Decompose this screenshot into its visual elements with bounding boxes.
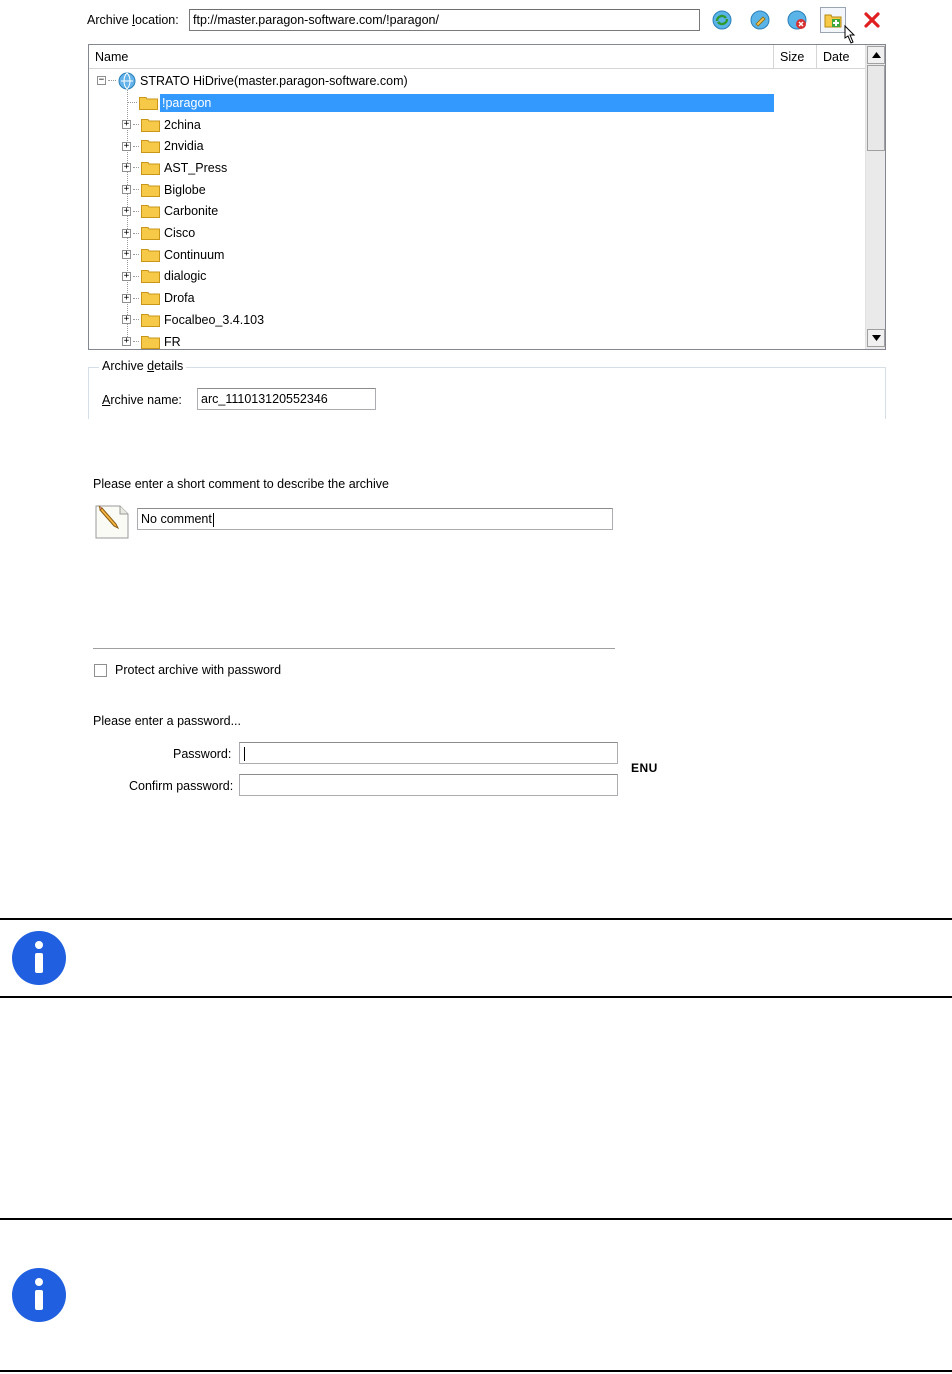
tree-dots <box>108 80 116 81</box>
scroll-down-button[interactable] <box>867 329 885 347</box>
tree-item-label: Cisco <box>164 226 196 240</box>
tree-root-label: STRATO HiDrive(master.paragon-software.com) <box>140 73 408 88</box>
folder-icon <box>141 183 160 197</box>
archive-name-input[interactable]: arc_111013120552346 <box>197 388 376 410</box>
info-icon <box>11 930 67 986</box>
disconnect-icon <box>786 9 808 31</box>
tree-dots <box>133 189 139 190</box>
edit-button[interactable] <box>747 7 773 33</box>
expand-icon[interactable]: + <box>123 119 130 129</box>
archive-location-input[interactable]: ftp://master.paragon-software.com/!paragon/ <box>189 9 700 31</box>
folder-tree[interactable] <box>88 44 886 350</box>
tree-item[interactable] <box>122 244 226 265</box>
password-input[interactable] <box>239 742 618 764</box>
folder-icon <box>141 248 160 262</box>
comment-input[interactable] <box>137 508 613 530</box>
info-icon <box>11 1267 67 1323</box>
column-header-date[interactable]: Date <box>823 50 850 64</box>
folder-icon <box>141 118 160 132</box>
archive-location-label: Archive location: <box>87 13 179 27</box>
refresh-button[interactable] <box>709 7 735 33</box>
text-caret <box>244 747 245 761</box>
note-top-rule-2 <box>0 1218 952 1220</box>
arrow-down-icon <box>872 335 881 341</box>
tree-dots <box>133 233 139 234</box>
tree-item-label: Drofa <box>164 291 195 306</box>
expand-icon[interactable]: + <box>123 270 130 281</box>
arrow-up-icon <box>872 52 881 58</box>
comment-input-value: No comment <box>141 512 212 526</box>
archive-details-title: Archive details <box>99 358 186 374</box>
folder-icon <box>141 204 160 218</box>
folder-icon <box>141 313 160 327</box>
expand-icon[interactable]: + <box>123 249 130 260</box>
comment-prompt: Please enter a short comment to describe the archive <box>93 477 389 491</box>
tree-item[interactable] <box>122 266 208 287</box>
tree-item[interactable] <box>122 114 203 135</box>
tree-item[interactable] <box>122 157 229 178</box>
tree-item-selected[interactable] <box>127 92 774 113</box>
delete-x-icon <box>862 10 882 30</box>
tree-root-node[interactable] <box>97 70 410 91</box>
expand-icon[interactable]: + <box>123 314 130 325</box>
tree-item-label: AST_Press <box>164 160 228 175</box>
folder-icon <box>141 335 160 349</box>
folder-icon <box>141 291 160 305</box>
column-header-size[interactable]: Size <box>774 45 817 68</box>
tree-vertical-scrollbar[interactable] <box>865 45 885 349</box>
tree-item-label: 2nvidia <box>164 139 204 154</box>
tree-item[interactable] <box>122 201 220 222</box>
keyboard-layout-indicator: ENU <box>631 761 658 775</box>
protect-password-label[interactable]: Protect archive with password <box>115 663 282 677</box>
tree-item[interactable] <box>122 309 266 330</box>
tree-item-label: Carbonite <box>164 204 219 219</box>
tree-dots <box>133 276 139 277</box>
tree-dots <box>133 298 139 299</box>
refresh-icon <box>711 9 733 31</box>
folder-icon <box>141 161 160 175</box>
expand-icon[interactable]: + <box>123 184 130 195</box>
tree-header <box>89 45 866 69</box>
expand-icon[interactable]: + <box>123 162 130 173</box>
delete-button[interactable] <box>859 7 885 33</box>
password-label: Password: <box>173 747 232 761</box>
expand-icon[interactable]: + <box>123 205 130 216</box>
tree-dots <box>133 211 139 212</box>
tree-item-label: Focalbeo_3.4.103 <box>164 312 265 327</box>
note-top-rule <box>0 918 952 920</box>
disconnect-button[interactable] <box>784 7 810 33</box>
network-drive-icon <box>118 72 136 90</box>
tree-dots <box>133 341 139 342</box>
expand-icon[interactable]: + <box>123 140 130 151</box>
tree-dots <box>133 124 139 125</box>
folder-icon <box>141 226 160 240</box>
notepad-pencil-icon <box>92 500 132 540</box>
column-header-name[interactable]: Name <box>89 45 774 68</box>
note-bottom-rule-2 <box>0 1370 952 1372</box>
password-prompt: Please enter a password... <box>93 714 241 728</box>
edit-icon <box>749 9 771 31</box>
tree-dots <box>127 102 137 103</box>
tree-item-label: Biglobe <box>164 182 206 197</box>
tree-dots <box>133 319 139 320</box>
tree-item[interactable] <box>122 179 208 200</box>
folder-icon <box>141 269 160 283</box>
separator-line <box>93 648 615 649</box>
expand-icon[interactable]: + <box>123 336 130 346</box>
tree-dots <box>133 146 139 147</box>
tree-dots <box>133 167 139 168</box>
protect-password-checkbox[interactable] <box>94 664 107 677</box>
tree-dots <box>133 254 139 255</box>
expand-icon[interactable]: + <box>123 227 130 238</box>
tree-item-label: dialogic <box>164 269 207 284</box>
tree-item-label: Continuum <box>164 247 225 262</box>
tree-item-label: !paragon <box>160 94 774 112</box>
archive-name-label: Archive name: <box>102 393 182 407</box>
scroll-up-button[interactable] <box>867 46 885 64</box>
tree-item[interactable] <box>122 136 206 157</box>
tree-item[interactable] <box>122 331 183 350</box>
folder-icon <box>141 139 160 153</box>
scroll-thumb[interactable] <box>867 65 885 151</box>
expand-icon[interactable]: + <box>123 292 130 303</box>
text-caret <box>213 513 214 527</box>
confirm-password-label: Confirm password: <box>129 779 234 793</box>
tree-item[interactable] <box>122 223 197 244</box>
confirm-password-input[interactable] <box>239 774 618 796</box>
collapse-icon[interactable]: − <box>98 75 105 85</box>
folder-icon <box>139 96 158 110</box>
tree-item-label: 2china <box>164 117 201 132</box>
tree-item-label: FR <box>164 334 181 349</box>
note-bottom-rule <box>0 996 952 998</box>
tree-item[interactable] <box>122 288 197 309</box>
